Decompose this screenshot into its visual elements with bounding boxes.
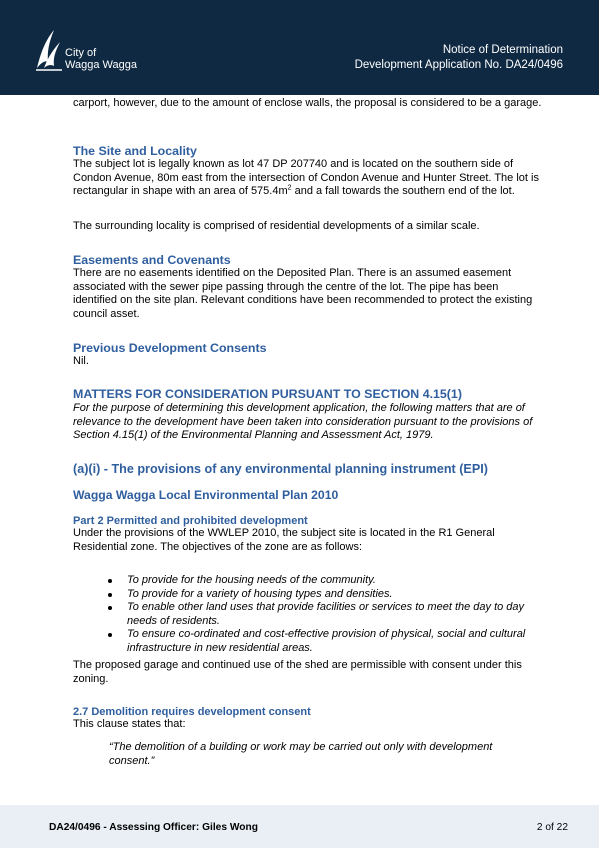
bullet-icon	[108, 593, 112, 597]
clause-heading: 2.7 Demolition requires development consent	[73, 706, 311, 718]
matters-paragraph: For the purpose of determining this development application, the following matters that are of relevance to the development have been taken into consideration pursuant to the provisions of Section 4.15(1) of the Environmental Planning and Assessment Act, 1979.	[73, 402, 533, 442]
permissible-paragraph: The proposed garage and continued use of the shed are permissible with consent under this zoning.	[73, 659, 522, 685]
lep-heading: Wagga Wagga Local Environmental Plan 2010	[73, 488, 339, 502]
title-line-2: Development Application No. DA24/0496	[354, 58, 563, 71]
epi-heading: (a)(i) - The provisions of any environmental planning instrument (EPI)	[73, 462, 488, 476]
zone-objectives-list	[108, 574, 528, 656]
part2-paragraph: Under the provisions of the WWLEP 2010, the subject site is located in the R1 General Residential zone. The objectives of the zone are as follows:	[73, 527, 495, 553]
superscript-2: 2	[287, 184, 292, 192]
previous-consents-heading: Previous Development Consents	[73, 341, 267, 355]
list-item	[108, 628, 528, 655]
objective-text: To provide for the housing needs of the community.	[127, 574, 376, 586]
list-item	[108, 574, 528, 588]
footer-officer: DA24/0496 - Assessing Officer: Giles Wong	[49, 822, 258, 833]
logo-line-2: Wagga Wagga	[65, 59, 137, 71]
bullet-icon	[108, 633, 112, 637]
bullet-icon	[108, 579, 112, 583]
clause-paragraph: This clause states that:	[73, 718, 186, 730]
bullet-icon	[108, 606, 112, 610]
clause-quote: “The demolition of a building or work may be carried out only with development consent.”	[109, 741, 493, 767]
list-item	[108, 588, 528, 602]
page-header	[0, 0, 599, 95]
page-footer	[0, 805, 599, 848]
intro-paragraph: carport, however, due to the amount of enclose walls, the proposal is considered to be a garage.	[73, 97, 542, 109]
part2-heading: Part 2 Permitted and prohibited development	[73, 515, 308, 527]
logo-line-1: City of	[65, 47, 97, 59]
matters-heading: MATTERS FOR CONSIDERATION PURSUANT TO SECTION 4.15(1)	[73, 387, 462, 401]
council-logo	[34, 28, 144, 74]
site-text-b: and a fall towards the southern end of the lot.	[291, 185, 515, 198]
objective-text: To ensure co-ordinated and cost-effective provision of physical, social and cultural infrastructure in new residential areas.	[127, 628, 526, 654]
objective-text: To provide for a variety of housing types and densities.	[127, 587, 393, 600]
title-line-1: Notice of Determination	[442, 44, 563, 56]
site-text-a: The subject lot is legally known as lot 47 DP 207740 and is located on the southern side of Condon Avenue, 80m east from the intersection of Condon Avenue and Hunter Street. The lot is rectangular in shape with an area of 575.4m	[73, 158, 539, 198]
site-heading: The Site and Locality	[73, 144, 197, 158]
site-paragraph-1	[73, 158, 543, 199]
wagga-logo-icon	[34, 28, 64, 72]
easements-heading: Easements and Covenants	[73, 253, 231, 267]
page-number: 2 of 22	[536, 822, 568, 833]
site-paragraph-2: The surrounding locality is comprised of residential developments of a similar scale.	[73, 220, 480, 232]
objective-text: To enable other land uses that provide facilities or services to meet the day to day needs of residents.	[127, 601, 525, 627]
logo-wordmark	[65, 47, 137, 71]
list-item	[108, 601, 528, 628]
easements-paragraph: There are no easements identified on the Deposited Plan. There is an assumed easement associated with the sewer pipe passing through the centre of the lot. The pipe has been identified on the site plan. Relevant conditions have been recommended to protect the existing council asset.	[73, 267, 533, 320]
previous-consents-paragraph: Nil.	[73, 355, 89, 367]
document-title	[355, 43, 563, 72]
